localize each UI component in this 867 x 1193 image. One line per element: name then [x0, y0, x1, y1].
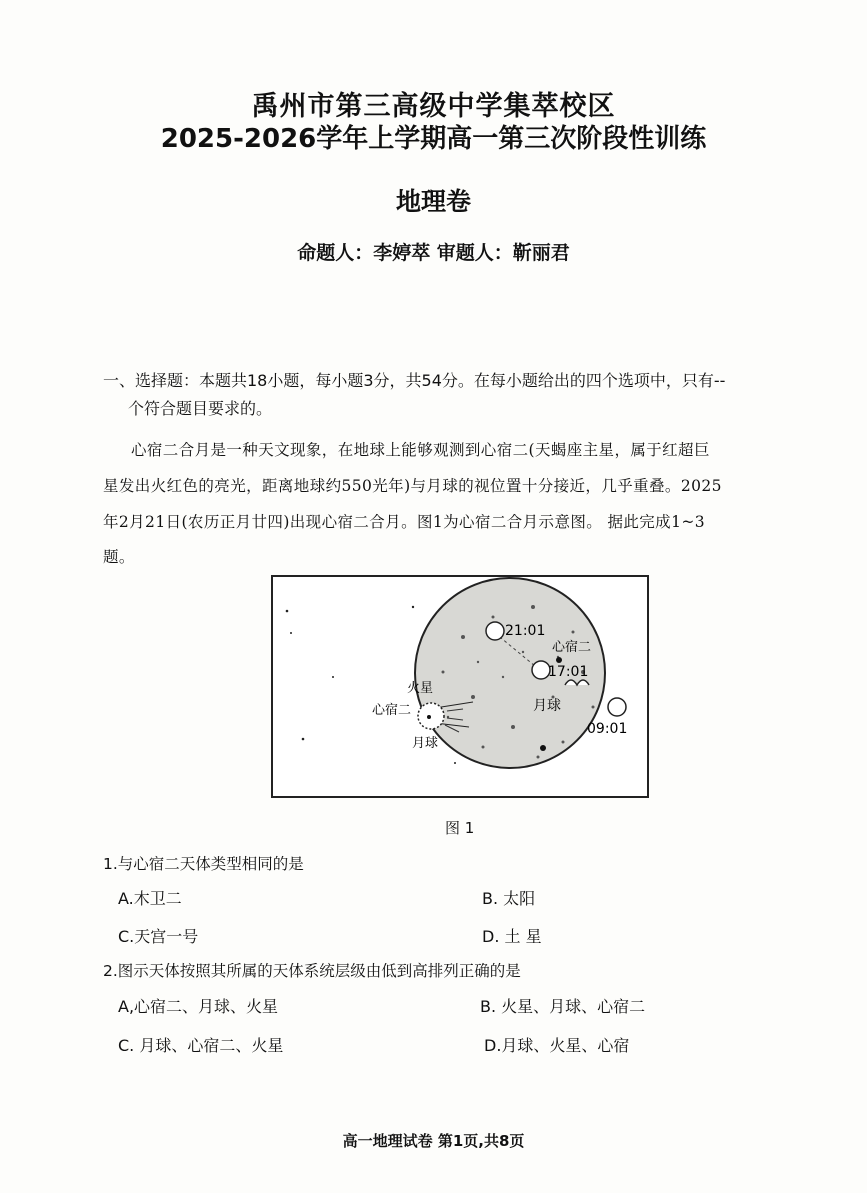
section-instructions-line1: 一、选择题：本题共18小题，每小题3分，共54分。在每小题给出的四个选项中，只有--	[103, 371, 726, 390]
label-time-0901: 09:01	[587, 721, 628, 737]
moon-position-0901	[608, 698, 626, 716]
question-1-option-b: B. 太阳	[482, 889, 536, 908]
star-dot	[540, 745, 546, 751]
label-antares-right: 心宿二	[552, 640, 592, 655]
question-2-option-c: C. 月球、心宿二、火星	[118, 1036, 284, 1055]
question-1-option-a: A.木卫二	[118, 889, 182, 908]
figure-caption: 图 1	[445, 819, 475, 837]
authors-line: 命题人：李婷萃 审题人：靳丽君	[297, 242, 570, 264]
label-time-1701: 17:01	[548, 664, 589, 680]
subject-title: 地理卷	[395, 187, 471, 216]
page-footer: 高一地理试卷 第1页,共8页	[342, 1132, 525, 1150]
passage-line: 星发出火红色的亮光，距离地球约550光年)与月球的视位置十分接近，几乎重叠。2025	[103, 477, 722, 495]
question-2-stem: 2.图示天体按照其所属的天体系统层级由低到高排列正确的是	[103, 962, 521, 980]
label-antares-left: 心宿二	[372, 703, 412, 718]
label-time-2101: 21:01	[505, 623, 546, 639]
label-moon-right: 月球	[533, 698, 561, 714]
question-1-stem: 1.与心宿二天体类型相同的是	[103, 855, 304, 873]
small-view-circle	[418, 703, 444, 729]
question-1-option-c: C.天宫一号	[118, 927, 199, 946]
conjunction-diagram	[273, 577, 647, 796]
exam-title: 2025-2026学年上学期高一第三次阶段性训练	[160, 124, 707, 154]
section-instructions-line2: 个符合题目要求的。	[128, 399, 273, 418]
question-2-option-b: B. 火星、月球、心宿二	[480, 997, 646, 1016]
antares-star-small	[427, 715, 431, 719]
label-moon-left: 月球	[412, 736, 439, 751]
label-mars: 火星	[407, 681, 434, 696]
passage-line: 题。	[103, 548, 135, 566]
question-2-option-a: A,心宿二、月球、火星	[118, 997, 279, 1016]
school-name: 禹州市第三高级中学集萃校区	[251, 91, 616, 122]
passage-line: 年2月21日(农历正月廿四)出现心宿二合月。图1为心宿二合月示意图。 据此完成1~3	[103, 513, 705, 531]
question-1-option-d: D. 土 星	[482, 927, 542, 946]
antares-star-magnified	[556, 657, 562, 663]
moon-position-2101	[486, 622, 504, 640]
figure-1	[271, 575, 649, 798]
passage-line: 心宿二合月是一种天文现象，在地球上能够观测到心宿二(天蝎座主星，属于红超巨	[131, 441, 710, 459]
question-2-option-d: D.月球、火星、心宿	[484, 1036, 630, 1055]
